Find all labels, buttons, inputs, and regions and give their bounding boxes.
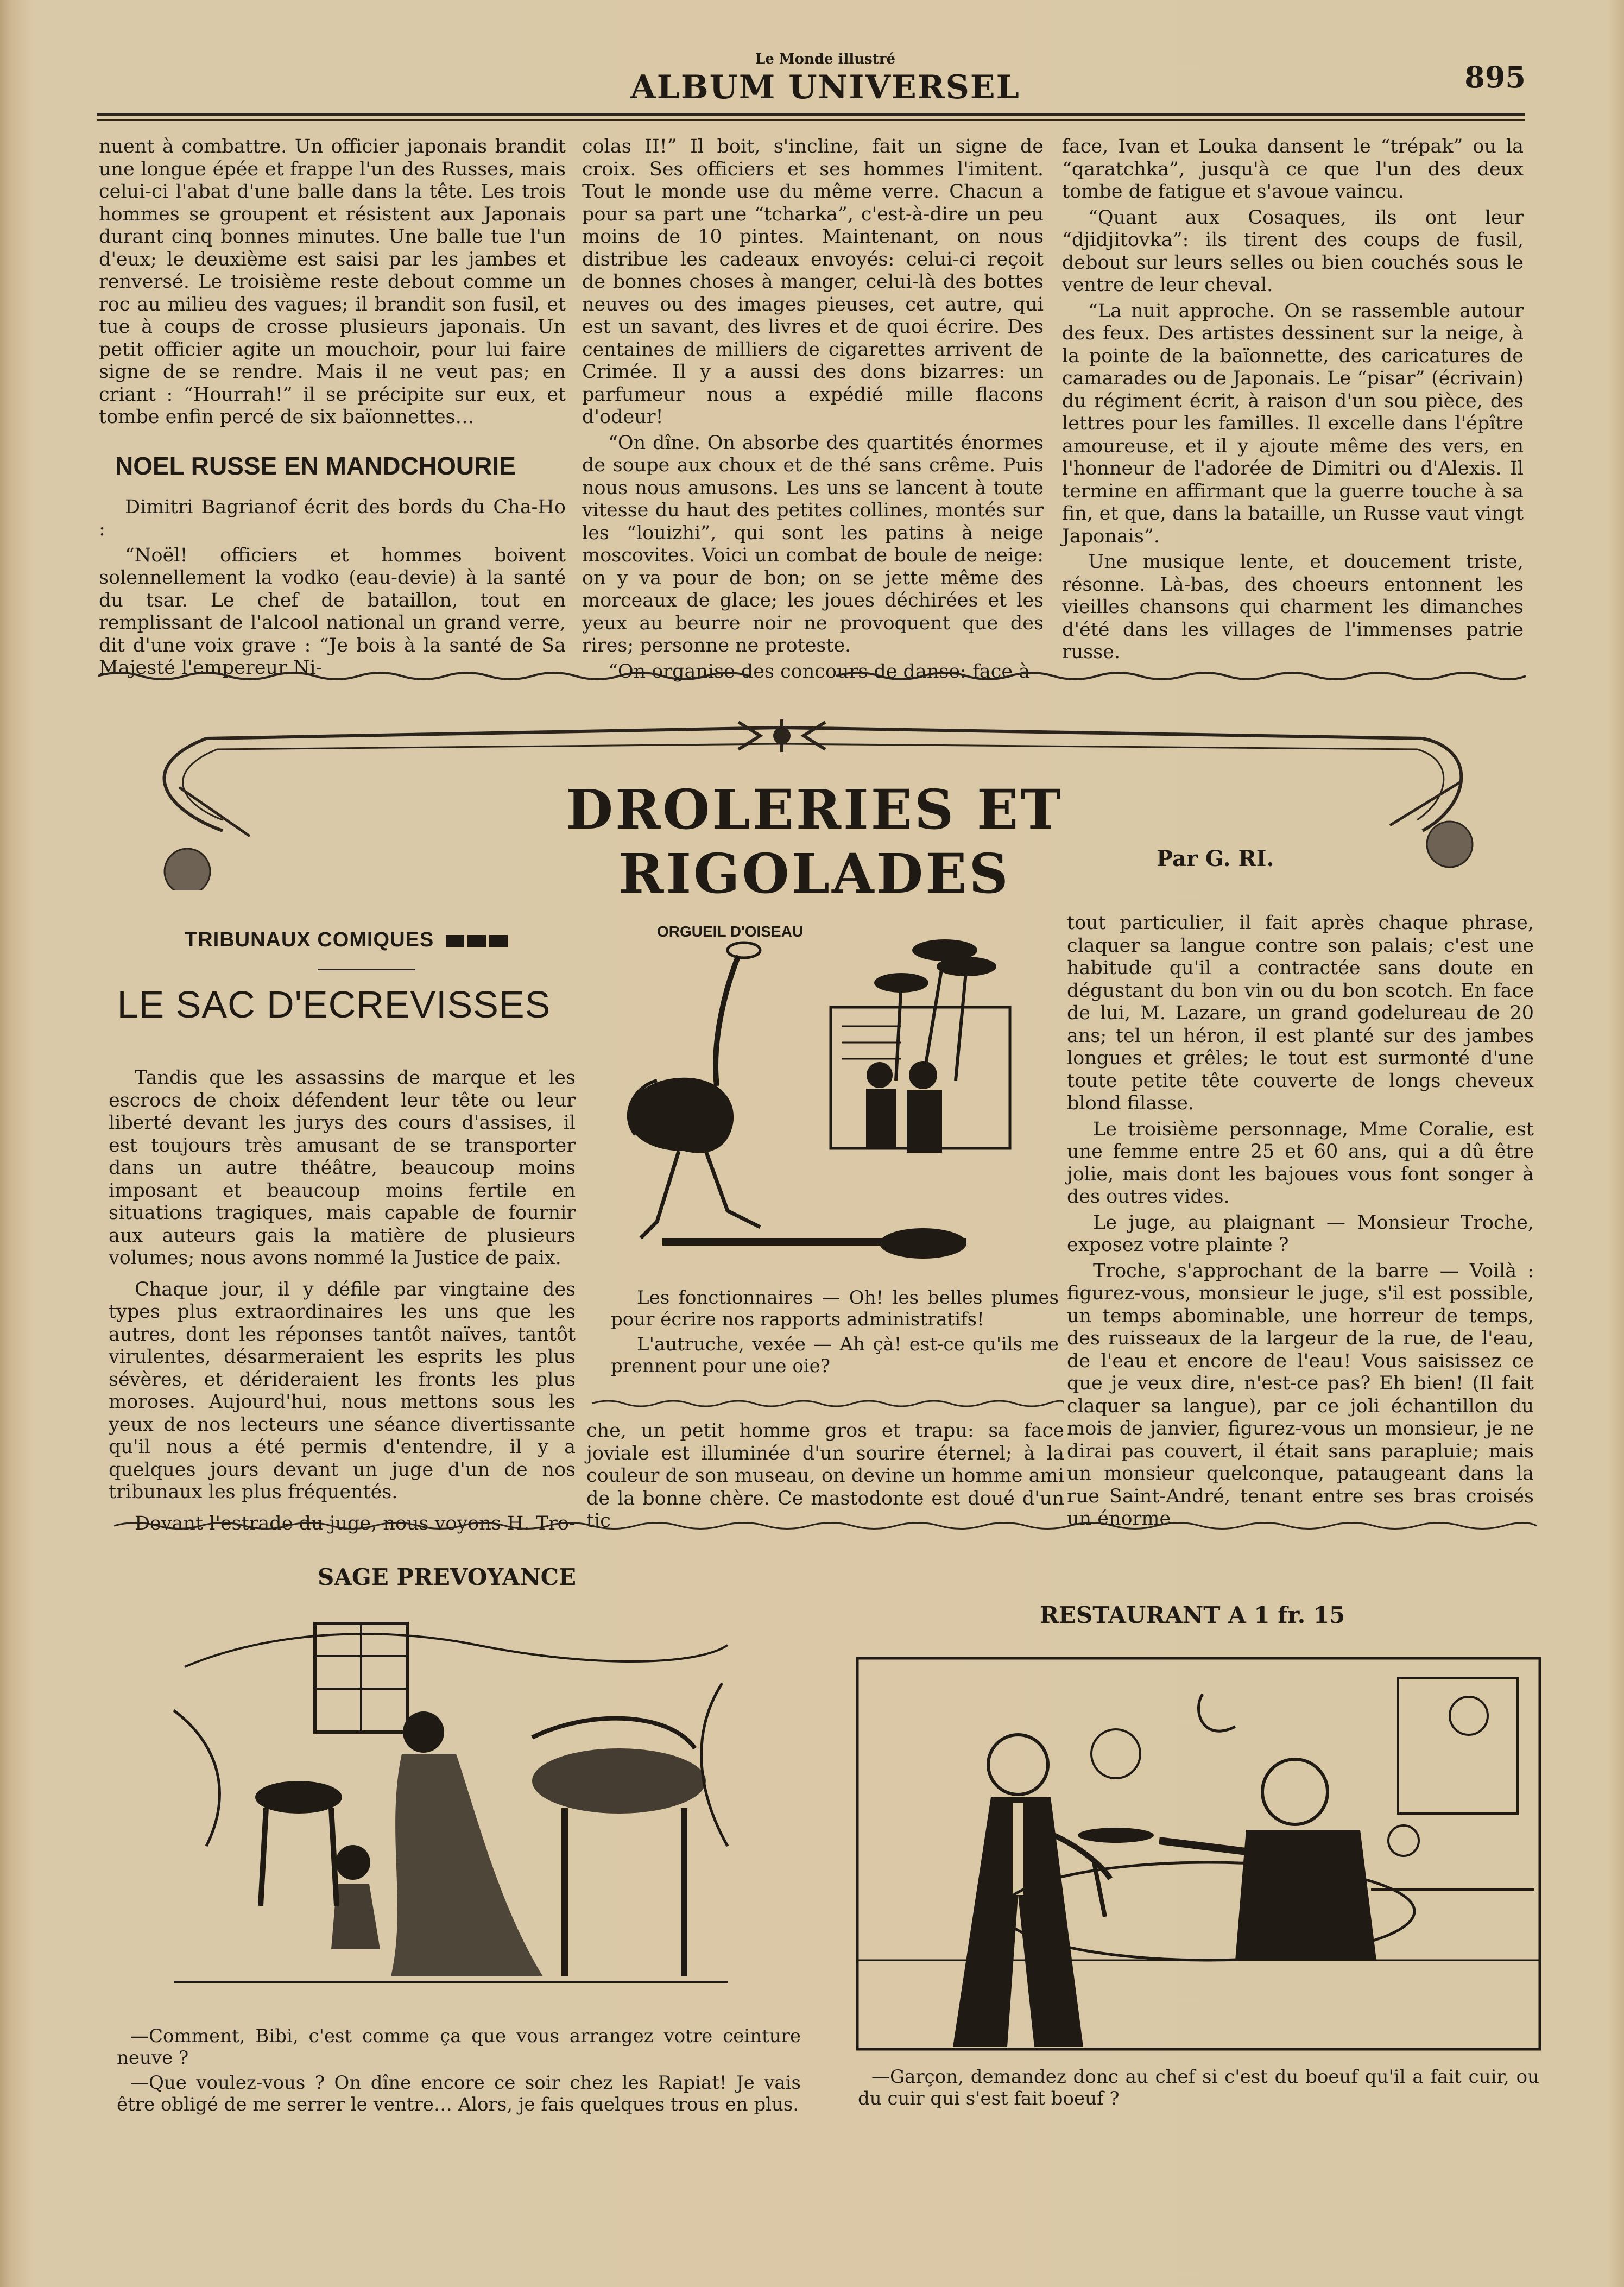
ostrich-cartoon xyxy=(597,918,1064,1276)
top-column-2 xyxy=(582,136,1044,686)
article-paragraph: Une musique lente, et doucement triste, résonne. Là-bas, des choeurs entonnent les vieilles chansons qui charment les dimanches d'été dans les villages de l'immenses patrie russe. xyxy=(1062,551,1524,663)
caption-line: —Que voulez-vous ? On dîne encore ce soir chez les Rapiat! Je vais être obligé de me serrer le ventre… Alors, je fais quelques trous en plus. xyxy=(117,2072,801,2115)
pompom-right xyxy=(1427,822,1473,867)
article-paragraph: nuent à combattre. Un officier japonais brandit une longue épée et frappe l'un des Russes, mais celui-ci l'abat d'une balle dans la tête. Les trois hommes se groupent et résistent aux Japonais durant cinq bonnes minutes. Une balle tue l'un d'eux; le deuxième est saisi par les jambes et renversé. Le troisième reste debout comme un roc au milieu des vagues; il brandit son fusil, et tue à coups de crosse plusieurs japonais. Un petit officier agite un mouchoir, pour lui faire signe de se rendre. Mais il ne veut pas; en criant : “Hourrah!” il se précipite sur eux, et tombe enfin percé de six baïonnettes… xyxy=(99,136,566,428)
article-paragraph: “La nuit approche. On se rassemble autour des feux. Des artistes dessinent sur la neige, à la pointe de la baïonnette, des caricatures de camarades ou de Japonais. Le “pisar” (écrivain) du régiment écrit, à raison d'un sou pièce, des lettres pour les familles. Il excelle dans l'épître amoureuse, et il y ajoute même des vers, en l'honneur de l'adorée de Dimitri ou d'Alexis. Il termine en affirmant que la guerre touche à sa fin, et que, dans la bataille, un Russe vaut vingt Japonais”. xyxy=(1062,300,1524,547)
restaurant-caption xyxy=(858,2066,1539,2113)
caption-line: —Comment, Bibi, c'est comme ça que vous arrangez votre ceinture neuve ? xyxy=(117,2025,801,2069)
publication-small-title: Le Monde illustré xyxy=(755,51,896,67)
article-title: LE SAC D'ECREVISSES xyxy=(117,983,551,1026)
article-paragraph: face, Ivan et Louka dansent le “trépak” ou la “qaratchka”, jusqu'à ce que l'un des deux tombe de fatigue et s'avoue vaincu. xyxy=(1062,136,1524,203)
kicker-rule xyxy=(318,969,415,970)
tribunaux-column-right xyxy=(1067,912,1534,1534)
restaurant-illustration xyxy=(855,1656,1542,2052)
caption-line: Les fonctionnaires — Oh! les belles plumes pour écrire nos rapports administratifs! xyxy=(611,1287,1059,1330)
article-paragraph: colas II!” Il boit, s'incline, fait un signe de croix. Ses officiers et ses hommes l'imitent. Tout le monde use du même verre. Chacun a pour sa part une “tcharka”, c'est-à-dire un peu moins de 10 pintes. Maintenant, on nous distribue les cadeaux envoyés: celui-ci reçoit de bonnes choses à manger, celui-là des bottes neuves ou des images pieuses, cet autre, qui est un savant, des livres et de quoi écrire. Des centaines de milliers de cigarettes arrivent de Crimée. Il y a aussi des dons bizarres: un parfumeur nous a expédié mille flacons d'odeur! xyxy=(582,136,1044,428)
section-title: DROLERIES ET RIGOLADES xyxy=(566,778,1063,906)
article-paragraph: Tandis que les assassins de marque et les escrocs de choix défendent leur tête ou leur liberté devant les jurys des cours d'assises, il est toujours très amusant de se transporter dans un autre théâtre, beaucoup moins imposant et beaucoup moins fertile en situations tragiques, mais capable de fournir aux auteurs gais la matière de plusieurs volumes; nous avons nommé la Justice de paix. xyxy=(109,1067,576,1269)
article-paragraph: “On dîne. On absorbe des quartités énormes de soupe aux choux et de thé sans crême. Puis nous nous amusons. Les uns se lancent à toute vitesse du haut des petites collines, montés sur les “louizhi”, qui sont les patins à neige moscovites. Voici un combat de boule de neige: on y va pour de bon; on se jette même des morceaux de glace; les joues déchirées et les yeux au beurre noir ne provoquent que des rires; personne ne proteste. xyxy=(582,432,1044,656)
article-heading: NOEL RUSSE EN MANDCHOURIE xyxy=(115,451,516,480)
bottom-wavy-divider xyxy=(114,1518,1537,1534)
article-paragraph: Le troisième personnage, Mme Coralie, est une femme entre 25 et 60 ans, qui a dû être jolie, mais dont les bajoues vous font songer à des outres vides. xyxy=(1067,1118,1534,1208)
sage-caption xyxy=(117,2025,801,2119)
cartoon-title: RESTAURANT A 1 fr. 15 xyxy=(1040,1602,1345,1628)
article-paragraph: Devant l'estrade du juge, nous voyons H. Tro- xyxy=(135,1512,576,1534)
wavy-divider xyxy=(98,665,1526,687)
page-number: 895 xyxy=(1464,60,1526,94)
article-paragraph: che, un petit homme gros et trapu: sa face joviale est illuminée d'un sourire éternel; à la couleur de son museau, on devine un homme ami de la bonne chère. Ce mastodonte est doué d'un tic xyxy=(586,1420,1064,1532)
kicker-bars xyxy=(446,935,511,947)
top-column-1 xyxy=(99,136,566,683)
article-paragraph: “Noël! officiers et hommes boivent solennellement la vodko (eau-devie) à la santé du tsar. Le chef de bataillon, tout en remplissant de l'alcool national un grand verre, dit d'une voix grave : “Je bois à la santé de Sa Majesté l'empereur Ni- xyxy=(99,544,566,679)
column-kicker xyxy=(185,928,576,952)
article-paragraph: Le juge, au plaignant — Monsieur Troche, exposez votre plainte ? xyxy=(1067,1211,1534,1256)
article-paragraph: Dimitri Bagrianof écrit des bords du Cha-Ho : xyxy=(99,496,566,540)
sage-prevoyance-illustration xyxy=(152,1602,749,2025)
section-byline: Par G. RI. xyxy=(1157,846,1274,871)
kicker-text: TRIBUNAUX COMIQUES xyxy=(185,928,434,951)
top-column-3 xyxy=(1062,136,1524,667)
article-paragraph: “On organise des concours de danse: face à xyxy=(608,660,1031,683)
header-rule-thin xyxy=(97,119,1525,121)
article-paragraph: Chaque jour, il y défile par vingtaine des types plus extraordinaires les uns que les autres, dont les réponses tantôt naïves, tantôt virulentes, désarmeraient les esprits les plus sévères, et dérideraient les fronts les plus moroses. Aujourd'hui, nous mettons sous les yeux de nos lecteurs une séance divertissante qu'il nous a été permis d'entendre, il y a quelques jours devant un juge d'un de nos tribunaux les plus fréquentés. xyxy=(109,1278,576,1503)
article-paragraph: tout particulier, il fait après chaque phrase, claquer sa langue contre son palais; c'est une habitude qu'il a contractée sans doute en dégustant du bon vin ou du bon scotch. En face de lui, M. Lazare, un grand godelureau de 20 ans; tel un héron, il est planté sur des jambes longues et grêles; le tout est surmonté d'une toute petite tête couverte de longs cheveux blond filasse. xyxy=(1067,912,1534,1114)
cartoon-title: ORGUEIL D'OISEAU xyxy=(657,923,804,940)
caption-line: —Garçon, demandez donc au chef si c'est du boeuf qu'il a fait cuir, ou du cuir qui s'est fait boeuf ? xyxy=(858,2066,1539,2109)
tribunaux-column-left xyxy=(109,1067,576,1538)
pompom-left xyxy=(165,849,210,890)
article-paragraph: Troche, s'approchant de la barre — Voilà : figurez-vous, monsieur le juge, s'il est possible, un temps abominable, une horreur de temps, des ruisseaux de la largeur de la rue, de l'eau, de l'eau et encore de l'eau! Vous saisissez ce que je veux dire, n'est-ce pas? Eh bien! (Il fait claquer sa langue), par ce joli échantillon du mois de janvier, figurez-vous un monsieur, je ne dirai pas couvert, il était sans parapluie; mais un monsieur quelconque, pataugeant dans la rue Saint-André, tenant entre ses bras croisés un énorme xyxy=(1067,1260,1534,1530)
ostrich-caption xyxy=(611,1287,1059,1380)
cartoon-title: SAGE PREVOYANCE xyxy=(318,1564,577,1590)
caption-line: L'autruche, vexée — Ah çà! est-ce qu'ils me prennent pour une oie? xyxy=(611,1334,1059,1377)
publication-title: ALBUM UNIVERSEL xyxy=(630,68,1020,106)
article-paragraph: “Quant aux Cosaques, ils ont leur “djidjitovka”: ils tirent des coups de fusil, debout sur leurs selles ou bien couchés sous le ventre de leur cheval. xyxy=(1062,206,1524,296)
caption-wavy-rule xyxy=(592,1395,1064,1412)
header-rule xyxy=(97,113,1525,116)
